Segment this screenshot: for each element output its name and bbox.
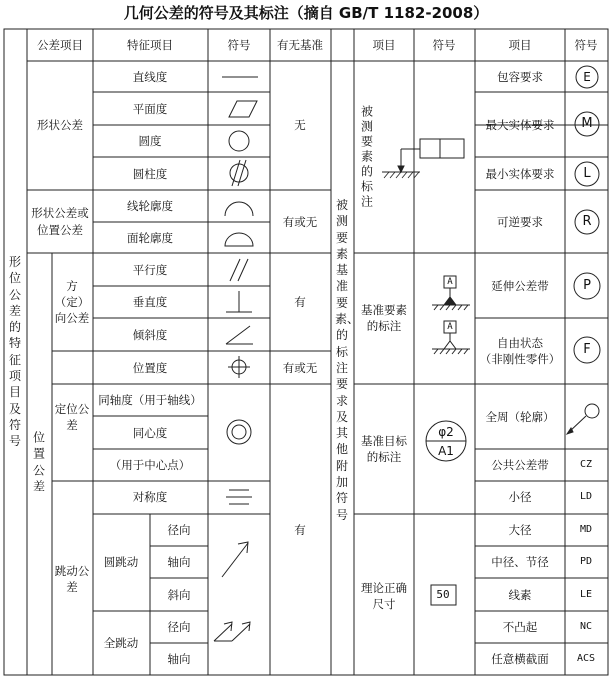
roundness-icon bbox=[229, 131, 249, 151]
surface-profile-icon bbox=[225, 233, 253, 246]
category-circular-runout: 圆跳动 bbox=[103, 555, 139, 569]
datum-letter-1: A bbox=[447, 277, 453, 287]
sym-reciprocity: R bbox=[582, 214, 592, 229]
datum-none: 无 bbox=[294, 118, 306, 132]
req-reciprocity: 可逆要求 bbox=[497, 215, 543, 229]
category-orientation-1: 方 bbox=[66, 279, 78, 293]
sym-envelope: E bbox=[583, 70, 591, 84]
category-orientation-3: 向公差 bbox=[54, 311, 90, 325]
req-lmc: 最小实体要求 bbox=[485, 167, 555, 181]
category-form-or-position-2: 位置公差 bbox=[37, 223, 83, 237]
measured-feature-label: 被测要素的标注 bbox=[360, 104, 373, 209]
page-title: 几何公差的符号及其标注（摘自 GB/T 1182-2008） bbox=[123, 4, 489, 22]
feature-cylindricity: 圆柱度 bbox=[132, 167, 168, 181]
feature-total-radial: 径向 bbox=[167, 620, 191, 634]
sym-mmc: M bbox=[581, 116, 593, 131]
measured-feature-frame-icon bbox=[382, 139, 464, 172]
header-item: 项目 bbox=[372, 38, 396, 52]
theoretical-label-2: 尺寸 bbox=[372, 597, 396, 611]
sym-projected: P bbox=[583, 278, 591, 293]
sym-pitch-dia: PD bbox=[579, 556, 593, 567]
header-tolerance-item: 公差项目 bbox=[37, 38, 83, 52]
sym-minor-dia: LD bbox=[579, 491, 593, 502]
feature-center-point: （用于中心点） bbox=[109, 458, 191, 472]
feature-perpendicularity: 垂直度 bbox=[132, 295, 168, 309]
category-orientation-2: （定） bbox=[54, 295, 90, 309]
category-total-runout: 全跳动 bbox=[103, 636, 139, 650]
feature-concentricity: 同心度 bbox=[132, 426, 168, 440]
req-envelope: 包容要求 bbox=[497, 70, 543, 84]
category-location-2: 差 bbox=[66, 418, 78, 432]
circular-runout-icon bbox=[222, 542, 248, 577]
header-item-2: 项目 bbox=[508, 38, 532, 52]
feature-radial: 径向 bbox=[167, 523, 191, 537]
feature-flatness: 平面度 bbox=[132, 102, 168, 116]
datum-has-2: 有 bbox=[294, 523, 306, 537]
flatness-icon bbox=[229, 101, 257, 117]
sym-not-convex: NC bbox=[579, 621, 593, 632]
req-projected: 延伸公差带 bbox=[491, 279, 549, 293]
header-symbol-3: 符号 bbox=[574, 38, 598, 52]
sym-any-cross-section: ACS bbox=[576, 653, 596, 664]
feature-coaxiality-axis: 同轴度（用于轴线） bbox=[98, 393, 202, 407]
req-line-element: 线素 bbox=[508, 588, 532, 602]
req-pitch-dia: 中径、节径 bbox=[491, 555, 549, 569]
datum-either: 有或无 bbox=[282, 215, 318, 229]
group-label-all: 形位公差的特征项目及符号 bbox=[8, 255, 21, 449]
req-common-zone: 公共公差带 bbox=[491, 458, 549, 472]
sym-major-dia: MD bbox=[579, 524, 593, 535]
category-runout-2: 差 bbox=[66, 580, 78, 594]
total-runout-icon bbox=[214, 622, 250, 641]
perpendicularity-icon bbox=[226, 291, 252, 312]
all-around-icon bbox=[567, 404, 599, 434]
category-form: 形状公差 bbox=[37, 118, 83, 132]
datum-letter-2: A bbox=[447, 322, 453, 332]
sym-lmc: L bbox=[583, 166, 591, 181]
category-location-1: 定位公 bbox=[54, 402, 90, 416]
sym-free-state: F bbox=[583, 342, 591, 357]
datum-target-bottom: A1 bbox=[438, 444, 454, 458]
feature-angularity: 倾斜度 bbox=[132, 328, 168, 342]
req-free-state-2: （非刚性零件） bbox=[479, 352, 561, 366]
feature-oblique: 斜向 bbox=[167, 588, 191, 602]
datum-target-label-2: 的标注 bbox=[366, 450, 402, 464]
datum-either-2: 有或无 bbox=[282, 361, 318, 375]
symmetry-icon bbox=[226, 490, 252, 504]
parallelism-icon bbox=[230, 259, 248, 281]
group-label-position: 位置公差 bbox=[32, 430, 45, 494]
feature-total-axial: 轴向 bbox=[167, 652, 191, 666]
category-runout-1: 跳动公 bbox=[54, 564, 90, 578]
datum-target-label-1: 基准目标 bbox=[361, 434, 407, 448]
datum-target-top: φ2 bbox=[438, 425, 454, 439]
concentricity-icon bbox=[227, 420, 251, 444]
angularity-icon bbox=[226, 326, 253, 344]
theoretical-value: 50 bbox=[436, 588, 450, 601]
theoretical-label-1: 理论正确 bbox=[361, 581, 407, 595]
feature-parallelism: 平行度 bbox=[132, 263, 168, 277]
header-symbol: 符号 bbox=[227, 38, 251, 52]
sym-common-zone: CZ bbox=[579, 459, 593, 470]
header-symbol-2: 符号 bbox=[432, 38, 456, 52]
feature-symmetry: 对称度 bbox=[132, 490, 168, 504]
middle-divider-label: 被测要素基准要素、的标注要求及其他附加符号 bbox=[335, 198, 360, 522]
header-feature-item: 特征项目 bbox=[127, 38, 173, 52]
req-minor-dia: 小径 bbox=[508, 490, 532, 504]
req-all-around: 全周（轮廓） bbox=[485, 410, 555, 424]
feature-straightness: 直线度 bbox=[132, 70, 168, 84]
line-profile-icon bbox=[225, 202, 253, 216]
req-any-cross-section: 任意横截面 bbox=[491, 652, 549, 666]
datum-feature-label-1: 基准要素 bbox=[361, 303, 407, 317]
header-datum: 有无基准 bbox=[277, 38, 323, 52]
feature-position: 位置度 bbox=[132, 361, 168, 375]
req-free-state-1: 自由状态 bbox=[497, 336, 543, 350]
req-major-dia: 大径 bbox=[508, 523, 532, 537]
position-icon bbox=[228, 356, 250, 378]
datum-feature-label-2: 的标注 bbox=[366, 319, 402, 333]
cylindricity-icon bbox=[230, 160, 248, 186]
req-mmc: 最大实体要求 bbox=[485, 118, 555, 132]
feature-surface-profile: 面轮廓度 bbox=[127, 231, 173, 245]
category-form-or-position-1: 形状公差或 bbox=[31, 206, 89, 220]
feature-axial: 轴向 bbox=[167, 555, 191, 569]
req-not-convex: 不凸起 bbox=[502, 620, 538, 634]
feature-roundness: 圆度 bbox=[138, 134, 162, 148]
sym-line-element: LE bbox=[579, 589, 593, 600]
feature-line-profile: 线轮廓度 bbox=[127, 199, 173, 213]
datum-has: 有 bbox=[294, 295, 306, 309]
